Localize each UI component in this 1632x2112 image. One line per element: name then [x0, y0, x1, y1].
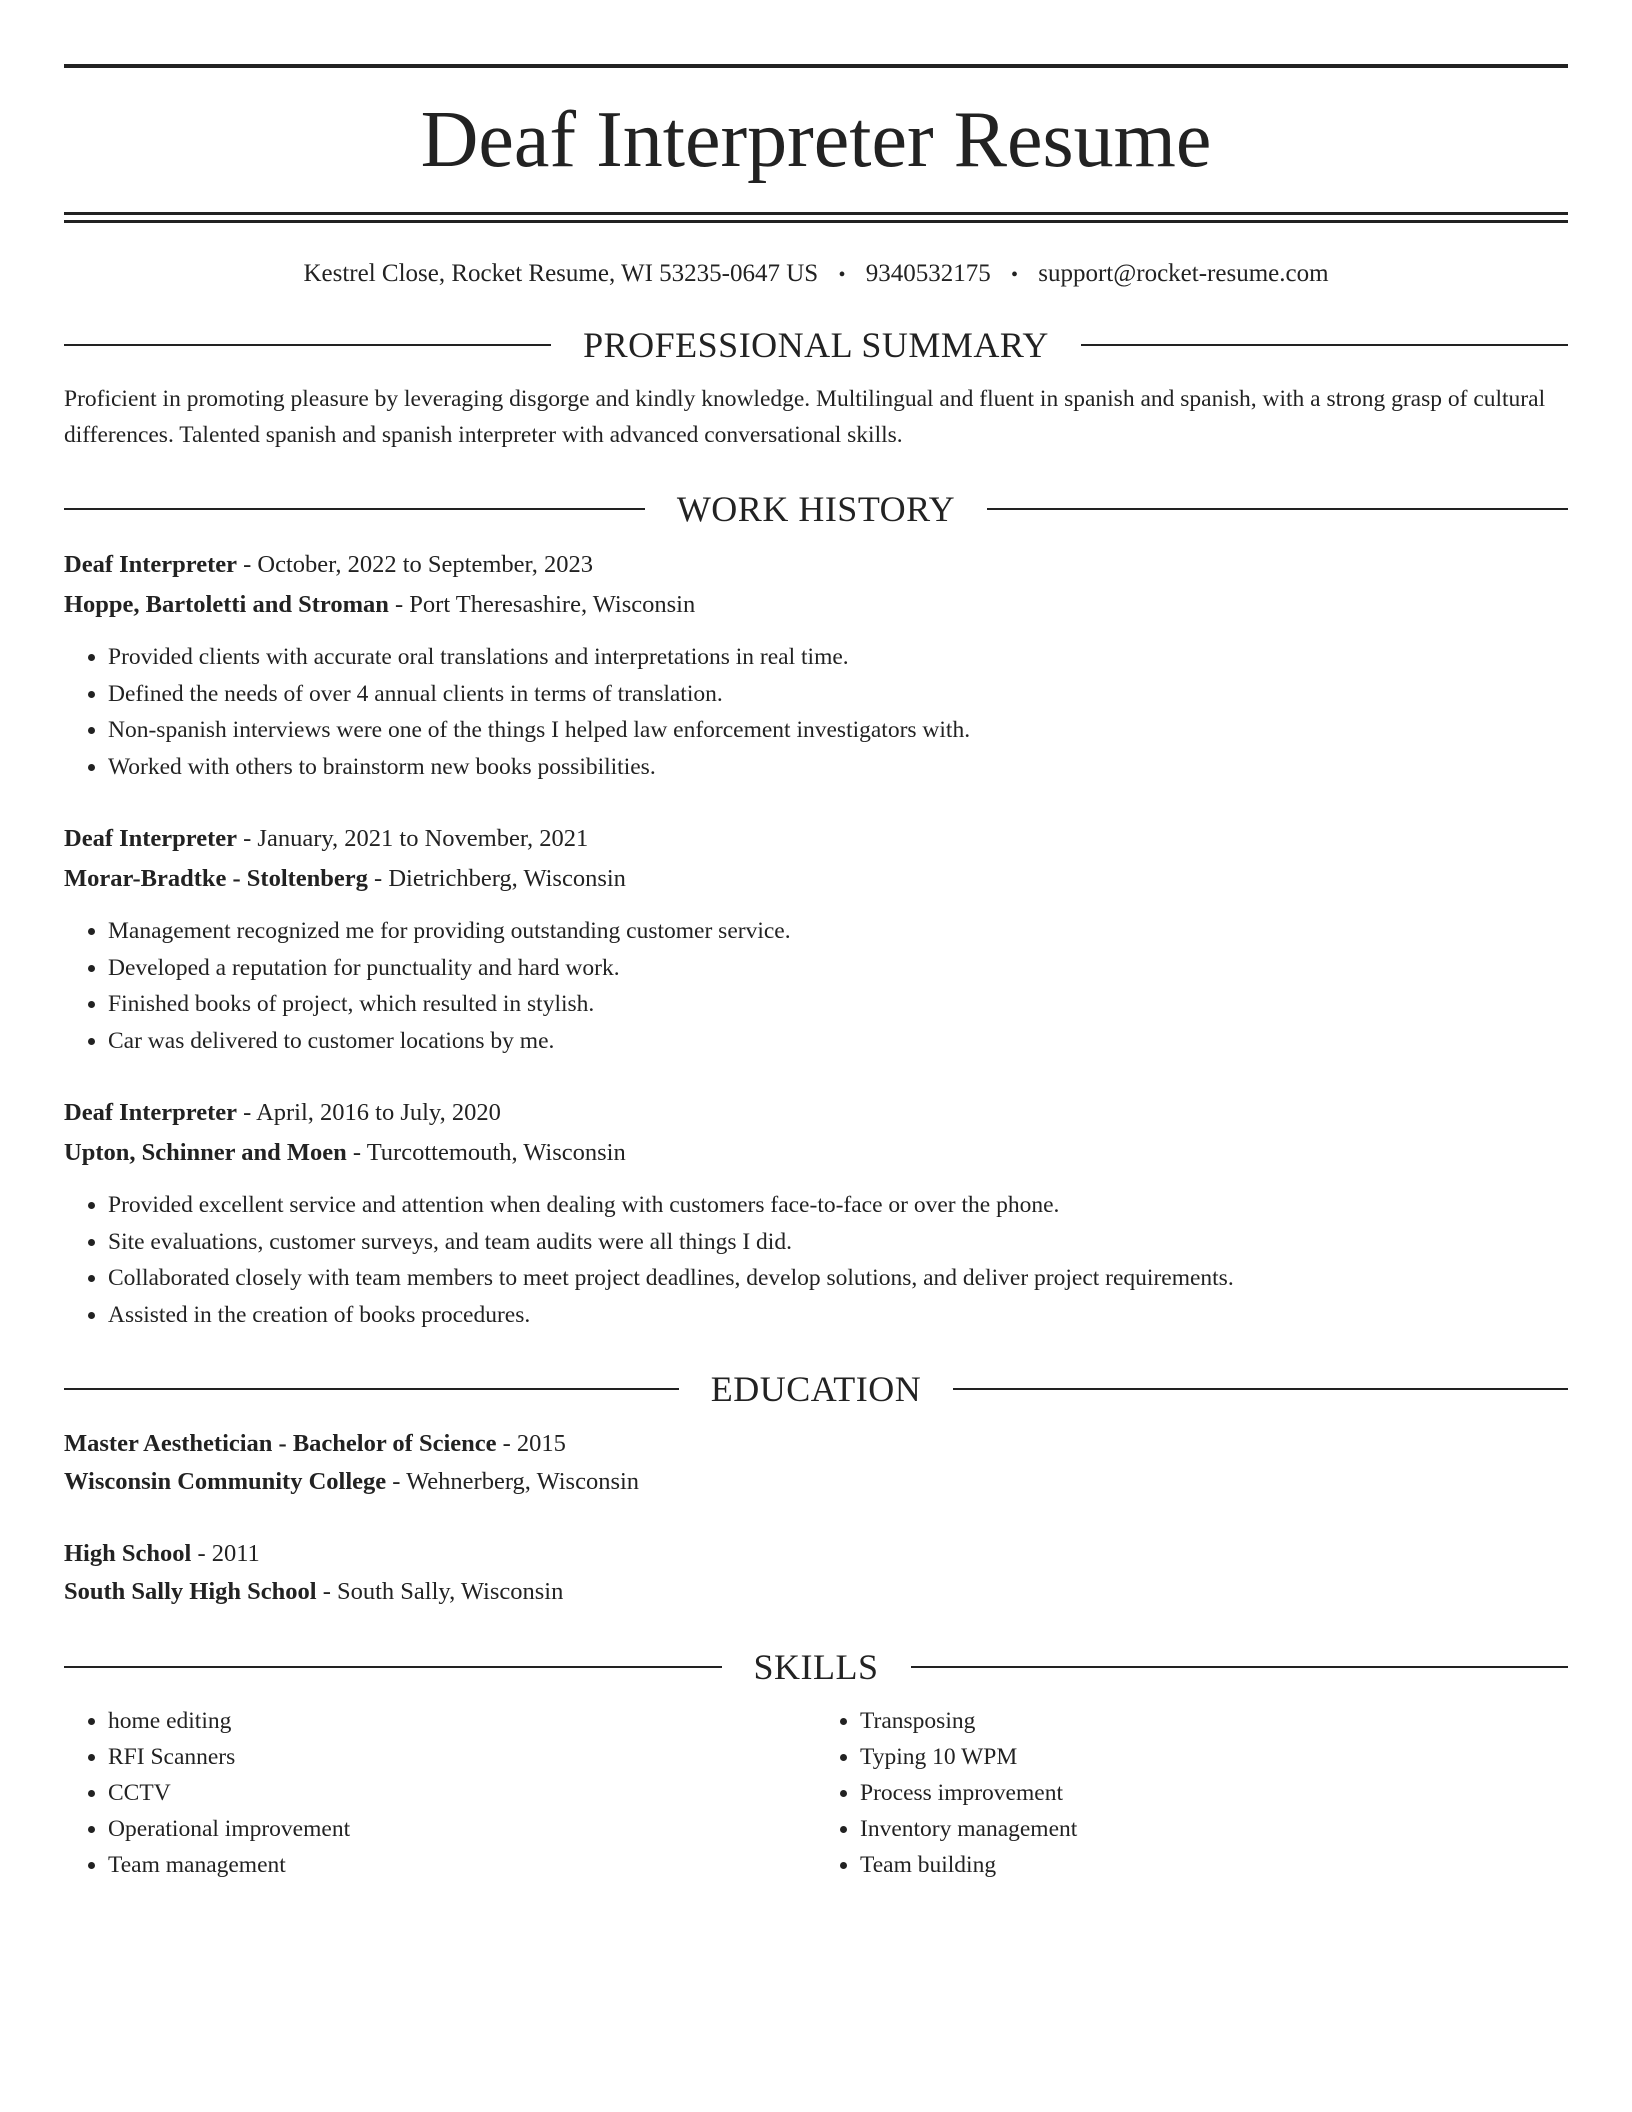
contact-phone: 9340532175	[865, 260, 991, 287]
summary-text: Proficient in promoting pleasure by leveraging disgorge and kindly knowledge. Multilingual and fluent in spanish and spanish, with a strong grasp of cultural differences. Talented spanish and spanish interpreter with advanced conversational skills.	[64, 386, 1546, 448]
section-header-education	[64, 1371, 1568, 1407]
job-bullet: • Finished books of project, which resulted in stylish.	[108, 986, 1568, 1023]
job-bullet: • Collaborated closely with team members to meet project deadlines, develop solutions, and deliver project requirements.	[108, 1260, 1568, 1297]
resume-title: Deaf Interpreter Resume	[420, 96, 1212, 184]
education-degree: Master Aesthetician - Bachelor of Science	[64, 1430, 497, 1457]
job-bullet: • Management recognized me for providing outstanding customer service.	[108, 913, 1568, 950]
section-rule	[64, 1388, 679, 1390]
job-company: Upton, Schinner and Moen	[64, 1139, 347, 1166]
section-title: SKILLS	[753, 1647, 879, 1687]
job-location: - Turcottemouth, Wisconsin	[346, 1139, 626, 1166]
skill-item: • Typing 10 WPM	[860, 1739, 1568, 1775]
education-school: Wisconsin Community College	[64, 1468, 387, 1495]
section-rule	[953, 1388, 1568, 1390]
job-bullet: • Non-spanish interviews were one of the things I helped law enforcement investigators with.	[108, 712, 1568, 749]
job-company-line	[64, 859, 1568, 899]
job-title-line	[64, 545, 1568, 585]
job-bullet: • Provided excellent service and attention when dealing with customers face-to-face or over the phone.	[108, 1187, 1568, 1224]
skill-item: • RFI Scanners	[108, 1739, 816, 1775]
skills-grid	[64, 1703, 1568, 1883]
work-history-list	[64, 545, 1568, 1333]
section-rule	[64, 1666, 722, 1668]
section-rule	[64, 508, 645, 510]
job-bullet: • Defined the needs of over 4 annual clients in terms of translation.	[108, 676, 1568, 713]
section-rule	[64, 344, 551, 346]
education-year: - 2015	[496, 1430, 566, 1457]
education-school-line	[64, 1573, 1568, 1611]
section-header-summary	[64, 327, 1568, 363]
skill-item: • home editing	[108, 1703, 816, 1739]
skill-item: • Team building	[860, 1847, 1568, 1883]
job-location: - Port Theresashire, Wisconsin	[388, 591, 696, 618]
section-title: PROFESSIONAL SUMMARY	[583, 325, 1049, 365]
job-title-line	[64, 1093, 1568, 1133]
job-bullet: • Provided clients with accurate oral translations and interpretations in real time.	[108, 639, 1568, 676]
job-title-line	[64, 819, 1568, 859]
education-entry	[64, 1535, 1568, 1611]
job-location: - Dietrichberg, Wisconsin	[367, 865, 626, 892]
job-entry	[64, 545, 1568, 785]
education-year: - 2011	[191, 1540, 260, 1567]
job-bullet: • Assisted in the creation of books procedures.	[108, 1297, 1568, 1334]
education-location: - Wehnerberg, Wisconsin	[386, 1468, 640, 1495]
job-bullet: • Worked with others to brainstorm new books possibilities.	[108, 749, 1568, 786]
education-degree: High School	[64, 1540, 192, 1567]
section-header-skills	[64, 1649, 1568, 1685]
job-company-line	[64, 1133, 1568, 1173]
job-title: Deaf Interpreter	[64, 825, 238, 852]
education-list	[64, 1425, 1568, 1611]
skill-item: • Process improvement	[860, 1775, 1568, 1811]
education-school: South Sally High School	[64, 1578, 317, 1605]
job-company-line	[64, 585, 1568, 625]
job-bullet: • Site evaluations, customer surveys, and team audits were all things I did.	[108, 1224, 1568, 1261]
job-title: Deaf Interpreter	[64, 551, 238, 578]
job-bullet: • Developed a reputation for punctuality and hard work.	[108, 950, 1568, 987]
resume-page	[64, 64, 1568, 1883]
contact-address: Kestrel Close, Rocket Resume, WI 53235-0647 US	[303, 260, 819, 287]
education-school-line	[64, 1463, 1568, 1501]
job-title: Deaf Interpreter	[64, 1099, 238, 1126]
section-rule	[911, 1666, 1569, 1668]
skill-item: • Inventory management	[860, 1811, 1568, 1847]
education-degree-line	[64, 1535, 1568, 1573]
job-company: Morar-Bradtke - Stoltenberg	[64, 865, 368, 892]
job-bullets	[64, 639, 1568, 785]
section-title: WORK HISTORY	[676, 489, 956, 529]
section-header-work	[64, 491, 1568, 527]
bullet-separator: •	[838, 264, 846, 287]
section-title: EDUCATION	[710, 1369, 922, 1409]
job-dates: - October, 2022 to September, 2023	[237, 551, 593, 578]
contact-line	[64, 259, 1568, 289]
education-location: - South Sally, Wisconsin	[316, 1578, 564, 1605]
section-rule	[1081, 344, 1568, 346]
job-bullets	[64, 913, 1568, 1059]
education-entry	[64, 1425, 1568, 1501]
job-dates: - January, 2021 to November, 2021	[237, 825, 589, 852]
skill-item: • Operational improvement	[108, 1811, 816, 1847]
education-degree-line	[64, 1425, 1568, 1463]
job-dates: - April, 2016 to July, 2020	[237, 1099, 501, 1126]
job-bullet: • Car was delivered to customer locations by me.	[108, 1023, 1568, 1060]
skill-item: • Team management	[108, 1847, 816, 1883]
bullet-separator: •	[1010, 264, 1018, 287]
job-entry	[64, 819, 1568, 1059]
skill-item: • CCTV	[108, 1775, 816, 1811]
job-bullets	[64, 1187, 1568, 1333]
title-double-rule	[64, 212, 1568, 223]
skills-column-left	[64, 1703, 816, 1883]
contact-email: support@rocket-resume.com	[1038, 260, 1329, 287]
job-entry	[64, 1093, 1568, 1333]
skills-column-right	[816, 1703, 1568, 1883]
skill-item: • Transposing	[860, 1703, 1568, 1739]
section-rule	[987, 508, 1568, 510]
job-company: Hoppe, Bartoletti and Stroman	[64, 591, 389, 618]
